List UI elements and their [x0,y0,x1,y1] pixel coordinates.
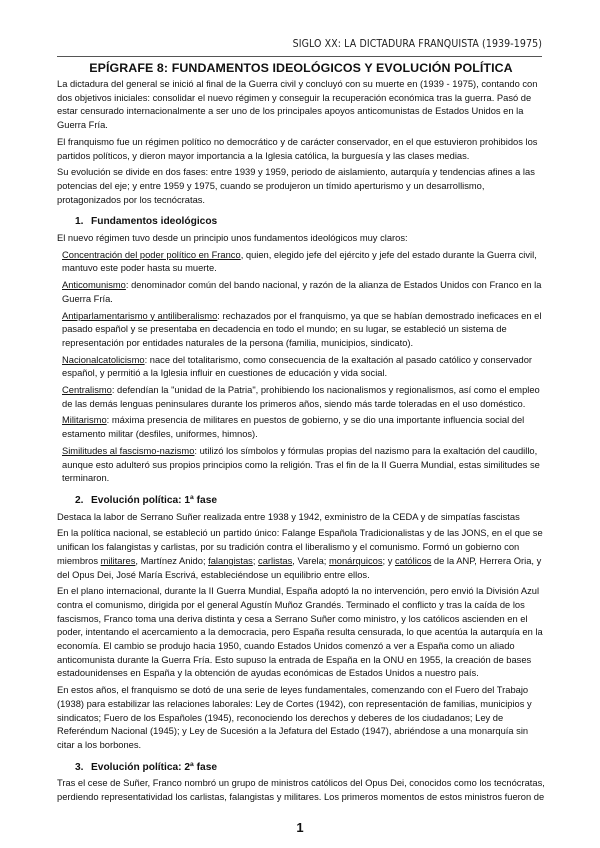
text-run: ; y [382,555,395,566]
section-2-number: 2. [75,494,84,506]
section-2-title: Evolución política: 1ª fase [91,494,218,506]
section-3-title: Evolución política: 2ª fase [91,761,218,773]
running-header: SIGLO XX: LA DICTADURA FRANQUISTA (1939-1975) [292,38,542,50]
intro-paragraph-1: La dictadura del general se inició al final de la Guerra civil y concluyó con su muerte en (1939 - 1975), contando con dos objetivos iniciales: consolidar el nuevo régimen y conseguir la recuperación económica tras la guerra. Pasó de estar censurado internacionalmente a ser uno de los principales apoyos anticomunistas de Estados Unidos en la Guerra Fría. [57,79,538,131]
term-militares: militares [100,555,136,566]
ideology-term: Antiparlamentarismo y antiliberalismo [62,310,218,321]
section-1-heading [75,215,545,229]
ideology-item [62,310,545,351]
page-content [57,60,545,808]
ideology-text: : utilizó los símbolos y fórmulas propias del nazismo para la exaltación del caudillo, aunque esto adulteró sus propios principios como la religión. Tras el fin de la II Guerra Mundial, estas similitudes se terminaron. [62,445,540,484]
text-run: , Varela; [292,555,329,566]
term-catolicos: católicos [394,555,432,566]
section-3-paragraph-1: Tras el cese de Suñer, Franco nombró un grupo de ministros católicos del Opus Dei, conocidos como los tecnócratas, perdiendo representatividad los carlistas, falangistas y militares. Los primeros momentos de estos ministros fueron de [57,778,545,803]
page-number: 1 [296,820,304,835]
ideology-item [62,445,545,486]
section-2-paragraph-3: En el plano internacional, durante la II Guerra Mundial, España adoptó la no intervención, pero envió la División Azul contra el comunismo, dirigida por el general Agustín Muñoz Grandés. Terminado el conflicto y tras la caída de los fascismos, Franco toma una deriva distinta y cesa a Serrano Suñer como ministro, y los católicos ascienden en el poder, intentando el acercamiento a la democracia, pero España resulta censurada, lo que acentúa la autarquía en la economía. El cambio se produjo hacia 1950, cuando Estados Unidos comenzó a ver a España como un aliado anticomunista durante la Guerra Fría. Esto supuso la entrada de España en la ONU en 1955, la creación de bases estadounidenses en España y la obtención de ayudas económicas de Estados Unidos a nuestro país. [57,586,543,679]
section-2-paragraph-2 [57,527,545,582]
ideology-text: : máxima presencia de militares en puestos de gobierno, y se dio una importante influencia social del estamento militar (desfiles, uniformes, himnos). [62,415,525,440]
section-2-paragraph-4: En estos años, el franquismo se dotó de una serie de leyes fundamentales, comenzando con el Fuero del Trabajo (1938) para estabilizar las relaciones laborales: Ley de Cortes (1942), con representación de familias, municipios y sindicatos; Fuero de los Españoles (1945), reconociendo los derechos y deberes de los ciudadanos; Ley de Referéndum Nacional (1945); y Ley de Sucesión a la Jefatura del Estado (1947), abriéndose a una monarquía sin citar a los borbones. [57,685,532,750]
ideology-term: Nacionalcatolicismo [62,354,145,365]
ideology-item [62,414,545,441]
intro-paragraph-3: Su evolución se divide en dos fases: entre 1939 y 1959, periodo de aislamiento, autarquía y tendencias afines a las potencias del eje; y entre 1959 y 1975, cuando se produjeron un tímido aperturismo y un desarrollismo, protagonizados por los tecnócratas. [57,167,535,205]
ideology-item [62,249,545,276]
ideology-term: Similitudes al fascismo-nazismo [62,445,195,456]
header-rule [57,56,542,57]
section-1-number: 1. [75,216,84,228]
ideology-text: , quien, elegido jefe del ejército y jefe del estado durante la Guerra civil, mantuvo este poder hasta su muerte. [62,249,537,274]
ideology-term: Anticomunismo [62,280,126,291]
text-run: ; [252,555,259,566]
text-run: de la ANP, Herrera Oria, y del Opus Dei, José María Escrivá, estableciéndose un equilibrio entre ellos. [57,555,542,580]
intro-paragraph-2: El franquismo fue un régimen político no democrático y de carácter conservador, en el que estuvieron prohibidos los partidos políticos, y dieron mayor importancia a la Iglesia católica, la burguesía y las clases medias. [57,136,538,161]
ideology-term: Centralismo [62,385,112,396]
section-2-paragraph-1: Destaca la labor de Serrano Suñer realizada entre 1938 y 1942, exministro de la CEDA y de simpatías fascistas [57,511,520,522]
ideology-term: Concentración del poder político en Franco [62,249,241,260]
text-run: , Martínez Anido; [135,555,209,566]
section-2-heading [75,494,545,508]
section-3-heading [75,761,545,775]
text-run: En la política nacional, se estableció un partido único: Falange Española Tradicionalistas y de las JONS, en el que se unifican los falangistas y carlistas, por su tradición contra el liberalismo y el comunismo. Formó un gobierno con miembros [57,528,543,566]
ideology-text: : nace del totalitarismo, como consecuencia de la exaltación al pasado católico y conservador español, y permitió a la Iglesia influir en cuestiones de educación y vida social. [62,354,533,379]
ideology-text: : rechazados por el franquismo, ya que se habían demostrado ineficaces en el pasado español y se presentaba en decadencia en todo el mundo; en su lugar, se estableció un sistema de representación por entidades naturales de la persona (familia, municipios, sindicato). [62,310,542,348]
ideology-text: : denominador común del bando nacional, y razón de la alianza de Estados Unidos con Franco en la Guerra Fría. [62,280,542,304]
term-falangistas: falangistas [208,555,253,566]
section-1-title: Fundamentos ideológicos [91,216,218,228]
ideology-term: Militarismo [62,415,107,426]
section-3-number: 3. [75,761,84,773]
section-1-lead: El nuevo régimen tuvo desde un principio unos fundamentos ideológicos muy claros: [57,233,408,244]
term-carlistas: carlistas [258,555,293,566]
ideology-text: : defendían la "unidad de la Patria", prohibiendo los nacionalismos y regionalismos, así como el empleo de las demás lenguas peninsulares durante los primeros años, siendo más tarde toleradas en el uso doméstico. [62,385,540,409]
ideology-item [62,354,545,381]
page-title: EPÍGRAFE 8: FUNDAMENTOS IDEOLÓGICOS Y EVOLUCIÓN POLÍTICA [89,61,513,75]
term-monarquicos: monárquicos [329,555,383,566]
ideology-item [62,279,545,306]
ideology-item [62,384,545,411]
